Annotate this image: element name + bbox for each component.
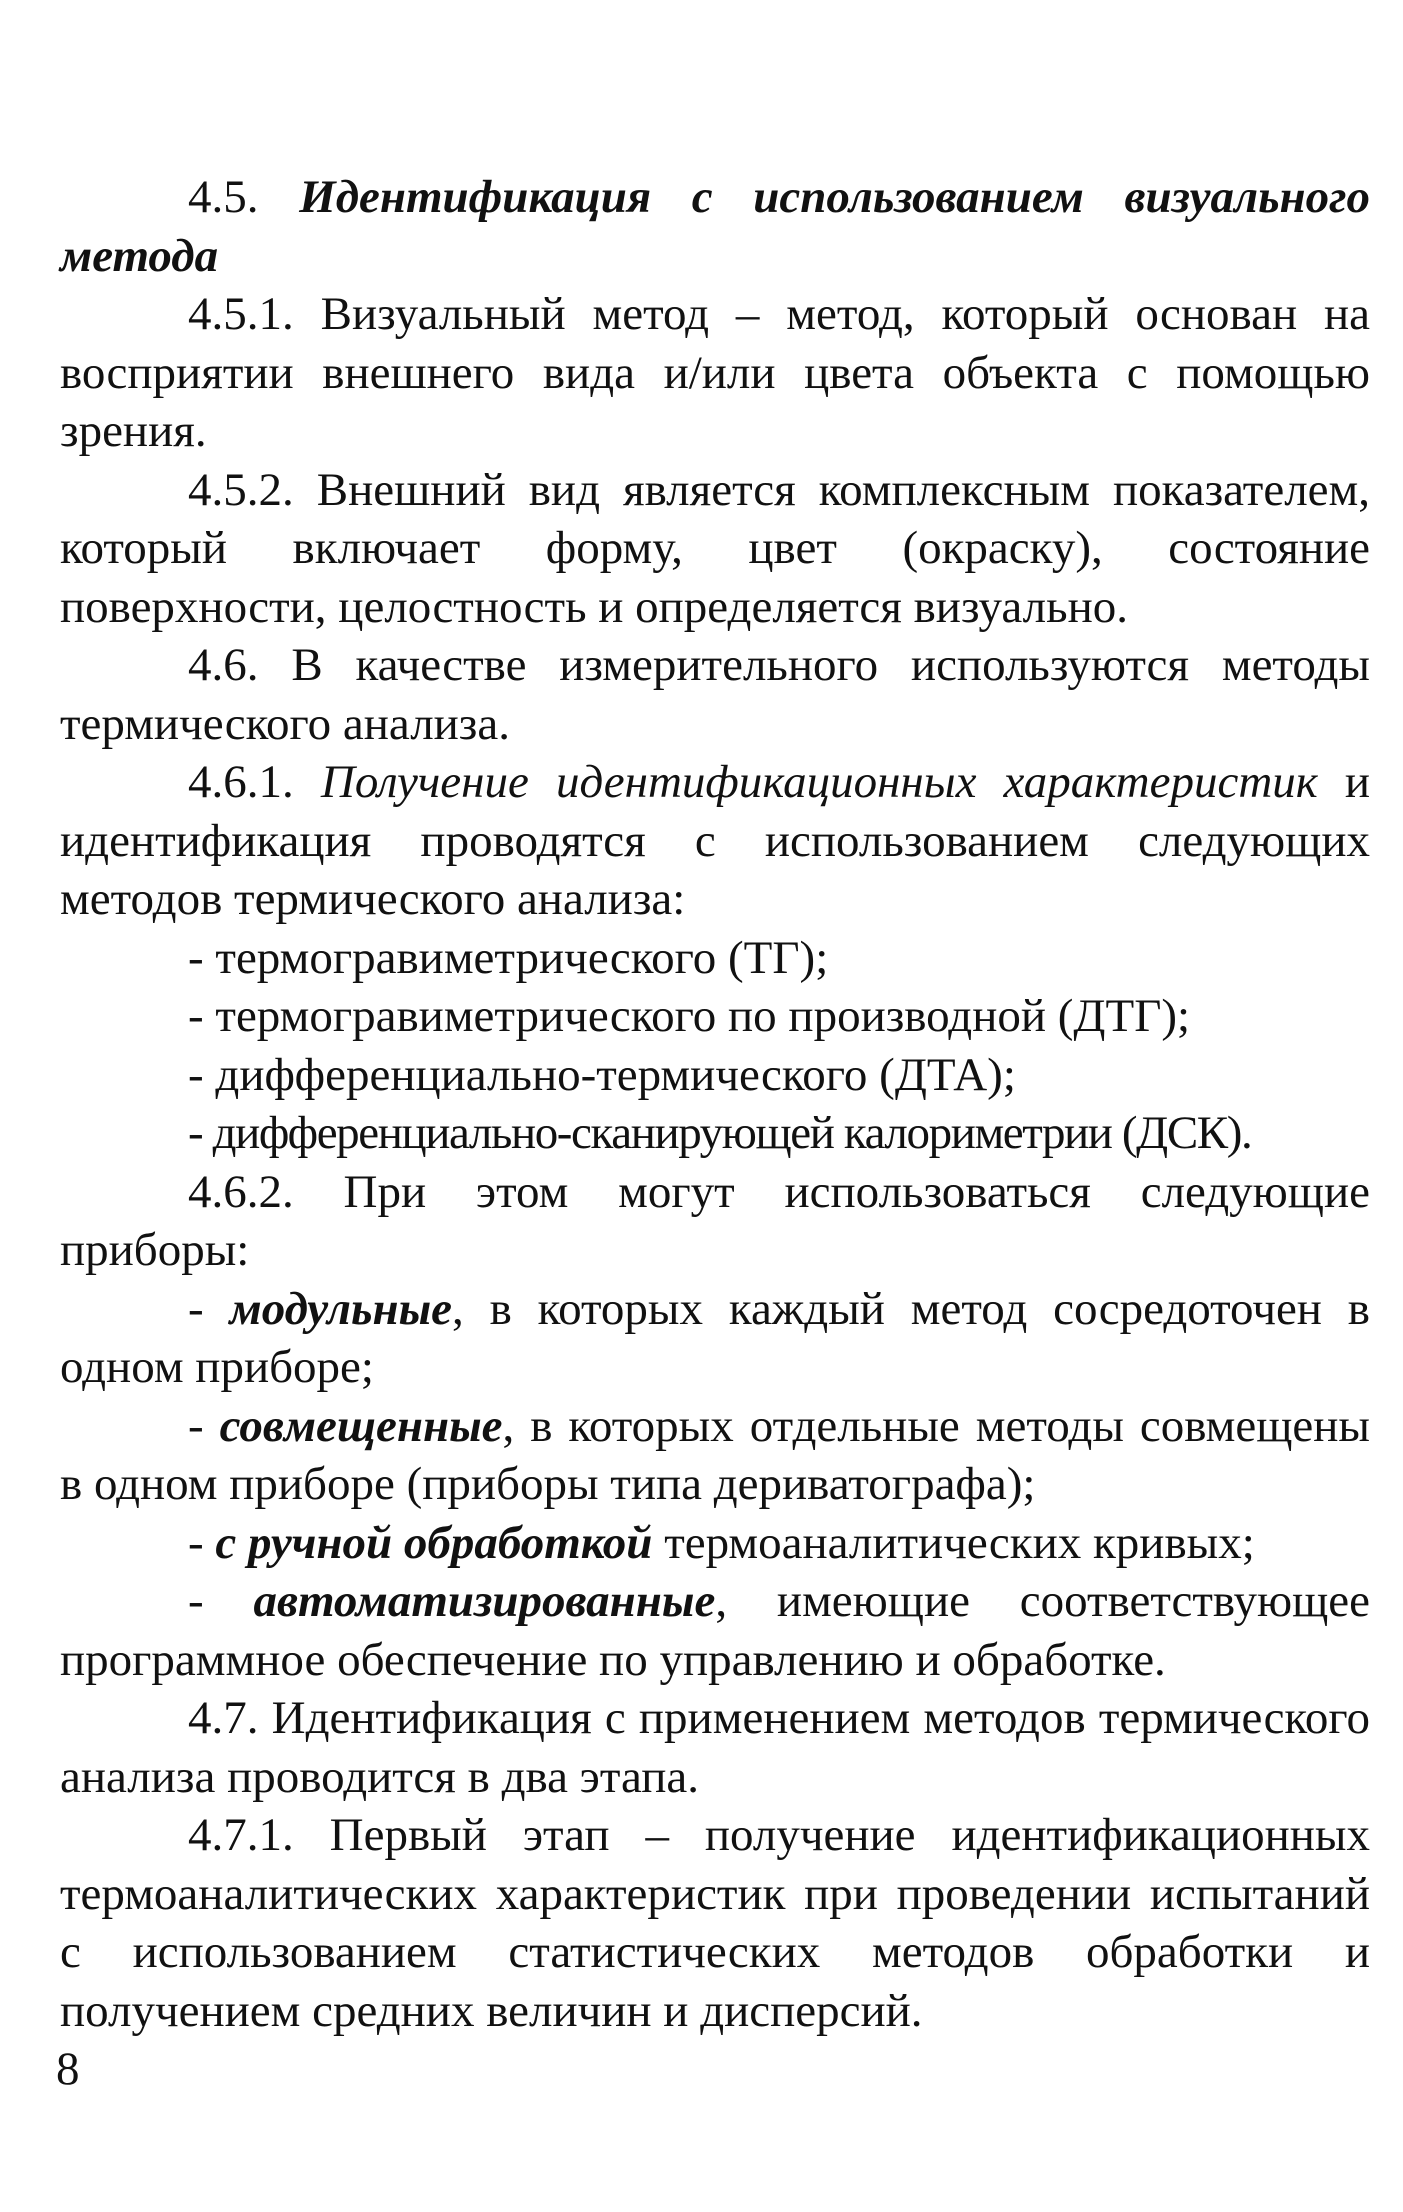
paragraph-4-6-1	[60, 753, 1370, 929]
section-number: 4.5.	[188, 171, 259, 223]
device-type: автоматизированные	[253, 1575, 716, 1627]
section-title: Идентификация с использованием визуального метода	[60, 171, 1371, 282]
device-dash: -	[188, 1399, 220, 1452]
device-type: модульные	[229, 1282, 453, 1335]
paragraph-4-6-2: 4.6.2. При этом могут использоваться следующие приборы:	[60, 1165, 1370, 1276]
device-item	[60, 1514, 1370, 1573]
paragraph-4-7-1: 4.7.1. Первый этап – получение идентификационных термоаналитических характеристик при проведении испытаний с использованием статистических методов обработки и получением средних величин и дисперсий.	[60, 1809, 1370, 2037]
method-item: - термогравиметрического (ТГ);	[188, 931, 829, 984]
device-dash: -	[188, 1516, 216, 1569]
device-item	[60, 1572, 1370, 1689]
document-page	[60, 168, 1370, 2040]
device-description: , имеющие соответствующее программное обеспечение по управлению и обработке.	[60, 1575, 1370, 1686]
paragraph-4-5-2: 4.5.2. Внешний вид является комплексным показателем, который включает форму, цвет (окраску), состояние поверхности, целостность и определяется визуально.	[60, 463, 1370, 633]
page-number: 8	[56, 2043, 80, 2095]
method-item: - термогравиметрического по производной (ДТГ);	[188, 990, 1191, 1042]
method-item: - дифференциально-термического (ДТА);	[188, 1048, 1016, 1101]
device-type: совмещенные	[219, 1399, 503, 1452]
paragraph-4-6: 4.6. В качестве измерительного используются методы термического анализа.	[60, 639, 1370, 750]
device-dash: -	[188, 1575, 254, 1627]
device-description: , в которых каждый метод сосредоточен в одном приборе;	[60, 1282, 1370, 1393]
device-item	[60, 1280, 1370, 1397]
method-item: - дифференциально-сканирующей калориметрии (ДСК).	[188, 1107, 1252, 1159]
device-item	[60, 1397, 1370, 1514]
paragraph-rest: и идентификация проводятся с использованием следующих методов термического анализа:	[60, 756, 1371, 925]
section-4-5-heading	[60, 168, 1370, 285]
device-dash: -	[188, 1282, 230, 1335]
device-type: с ручной обработкой	[215, 1516, 653, 1569]
paragraph-4-5-1: 4.5.1. Визуальный метод – метод, который основан на восприятии внешнего вида и/или цвета объекта с помощью зрения.	[60, 288, 1370, 457]
paragraph-4-7: 4.7. Идентификация с применением методов термического анализа проводится в два этапа.	[60, 1692, 1370, 1803]
device-description: термоаналитических кривых;	[652, 1516, 1255, 1569]
device-description: , в которых отдельные методы совмещены в одном приборе (приборы типа дериватографа);	[60, 1399, 1370, 1510]
paragraph-italic-lead: Получение идентификационных характеристик	[320, 756, 1318, 808]
paragraph-number: 4.6.1.	[188, 756, 294, 808]
